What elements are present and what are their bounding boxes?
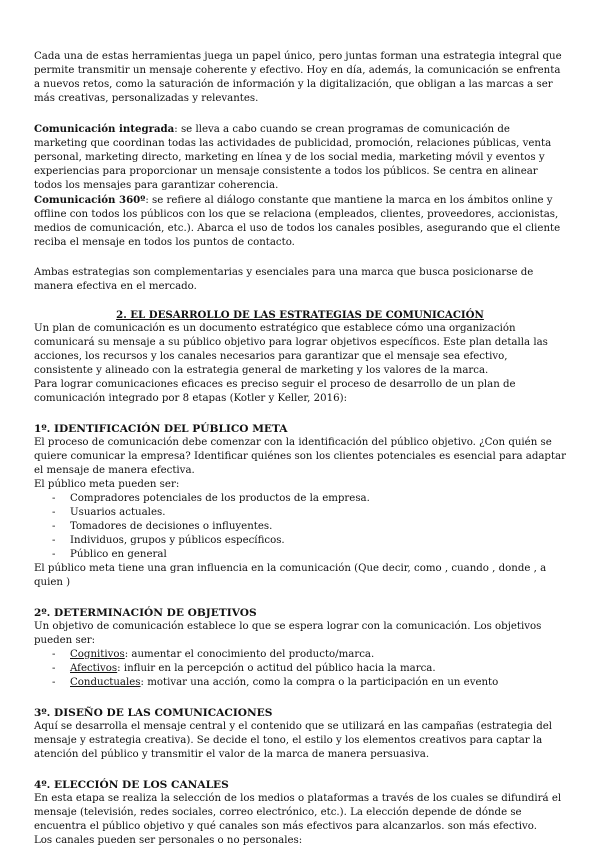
step-4-paragraph-2: Los canales pueden ser personales o no personales: <box>34 835 303 846</box>
objective-text: : influir en la percepción o actitud del público hacia la marca. <box>117 663 436 674</box>
c360-text: : se refiere al diálogo constante que mantiene la marca en los ámbitos online y offline con todos los públicos con los que se relaciona (empleados, clientes, proveedores, accionistas, medios de comunicación, etc.). Abarca el uso de todos los canales posibles, asegurando que el cliente reciba el mensaje en todos los puntos de contacto. <box>34 195 561 248</box>
step-2-heading: 2º. DETERMINACIÓN DE OBJETIVOS <box>34 607 257 619</box>
list-item <box>52 662 566 676</box>
step-1-paragraph-3: El público meta tiene una gran influencia en la comunicación (Que decir, como , cuando , donde , a quien ) <box>34 563 547 588</box>
intro-paragraph: Cada una de estas herramientas juega un papel único, pero juntas forman una estrategia integral que permite transmitir un mensaje coherente y efectivo. Hoy en día, además, la comunicación se enfrenta a nuevos retos, como la saturación de información y la digitalización, que obligan a las marcas a ser más creativas, personalizadas y relevantes. <box>34 51 562 104</box>
list-item <box>52 676 566 690</box>
step-3-heading: 3º. DISEÑO DE LAS COMUNICACIONES <box>34 707 273 719</box>
step-1-heading: 1º. IDENTIFICACIÓN DEL PÚBLICO META <box>34 423 288 435</box>
list-item: - Tomadores de decisiones o influyentes. <box>52 520 566 534</box>
integrada-term: Comunicación integrada <box>34 123 175 135</box>
list-item <box>52 648 566 662</box>
list-item: - Compradores potenciales de los productos de la empresa. <box>52 492 566 506</box>
objective-term: Afectivos <box>70 663 118 674</box>
step-1-list <box>34 492 566 562</box>
objective-text: : aumentar el conocimiento del producto/marca. <box>124 649 375 660</box>
list-item: - Público en general <box>52 548 566 562</box>
c360-term: Comunicación 360º <box>34 194 146 206</box>
integrada-paragraph <box>34 122 566 193</box>
step-2-list <box>34 648 566 690</box>
step-1-paragraph-1: El proceso de comunicación debe comenzar con la identificación del público objetivo. ¿Con quién se quiere comunicar la empresa? Identificar quiénes son los clientes potenciales es esencial para adaptar el mensaje de manera efectiva. <box>34 437 566 476</box>
step-2-paragraph-1: Un objetivo de comunicación establece lo que se espera lograr con la comunicación. Los objetivos pueden ser: <box>34 621 542 646</box>
step-3-paragraph-1: Aquí se desarrolla el mensaje central y el contenido que se utilizará en las campañas (estrategia del mensaje y estrategia creativa). Se decide el tono, el estilo y los elementos creativos para captar la atención del público y transmitir el valor de la marca de manera persuasiva. <box>34 721 553 760</box>
c360-paragraph <box>34 193 566 250</box>
objective-term: Conductuales <box>70 677 141 688</box>
ambas-paragraph: Ambas estrategias son complementarias y esenciales para una marca que busca posicionarse de manera efectiva en el mercado. <box>34 267 534 292</box>
section-2-paragraph-1: Un plan de comunicación es un documento estratégico que establece cómo una organización comunicará su mensaje a su público objetivo para lograr objetivos específicos. Este plan detalla las acciones, los recursos y los canales necesarios para garantizar que el mensaje sea efectivo, consistente y alineado con la estrategia general de marketing y los valores de la marca. <box>34 323 548 376</box>
step-4-paragraph-1: En esta etapa se realiza la selección de los medios o plataformas a través de los cuales se difundirá el mensaje (televisión, redes sociales, correo electrónico, etc.). La elección depende de dónde se encuentra el público objetivo y qué canales son más efectivos para alcanzarlos. son más efectivo. <box>34 793 562 832</box>
section-2-paragraph-2: Para lograr comunicaciones eficaces es preciso seguir el proceso de desarrollo de un plan de comunicación integrado por 8 etapas (Kotler y Keller, 2016): <box>34 379 516 404</box>
integrada-text: : se lleva a cabo cuando se crean programas de comunicación de marketing que coordinan todas las actividades de publicidad, promoción, relaciones públicas, venta personal, marketing directo, marketing en línea y de los social media, marketing móvil y eventos y experiencias para proporcionar un mensaje consistente a todos los públicos. Se centra en alinear todos los mensajes para garantizar coherencia. <box>34 124 552 191</box>
step-1-paragraph-2: El público meta pueden ser: <box>34 479 180 490</box>
objective-text: : motivar una acción, como la compra o la participación en un evento <box>140 677 499 688</box>
list-item: - Usuarios actuales. <box>52 506 566 520</box>
list-item: - Individuos, grupos y públicos específicos. <box>52 534 566 548</box>
objective-term: Cognitivos <box>70 649 125 660</box>
section-2-title: 2. EL DESARROLLO DE LAS ESTRATEGIAS DE COMUNICACIÓN <box>116 309 484 321</box>
step-4-heading: 4º. ELECCIÓN DE LOS CANALES <box>34 779 229 791</box>
